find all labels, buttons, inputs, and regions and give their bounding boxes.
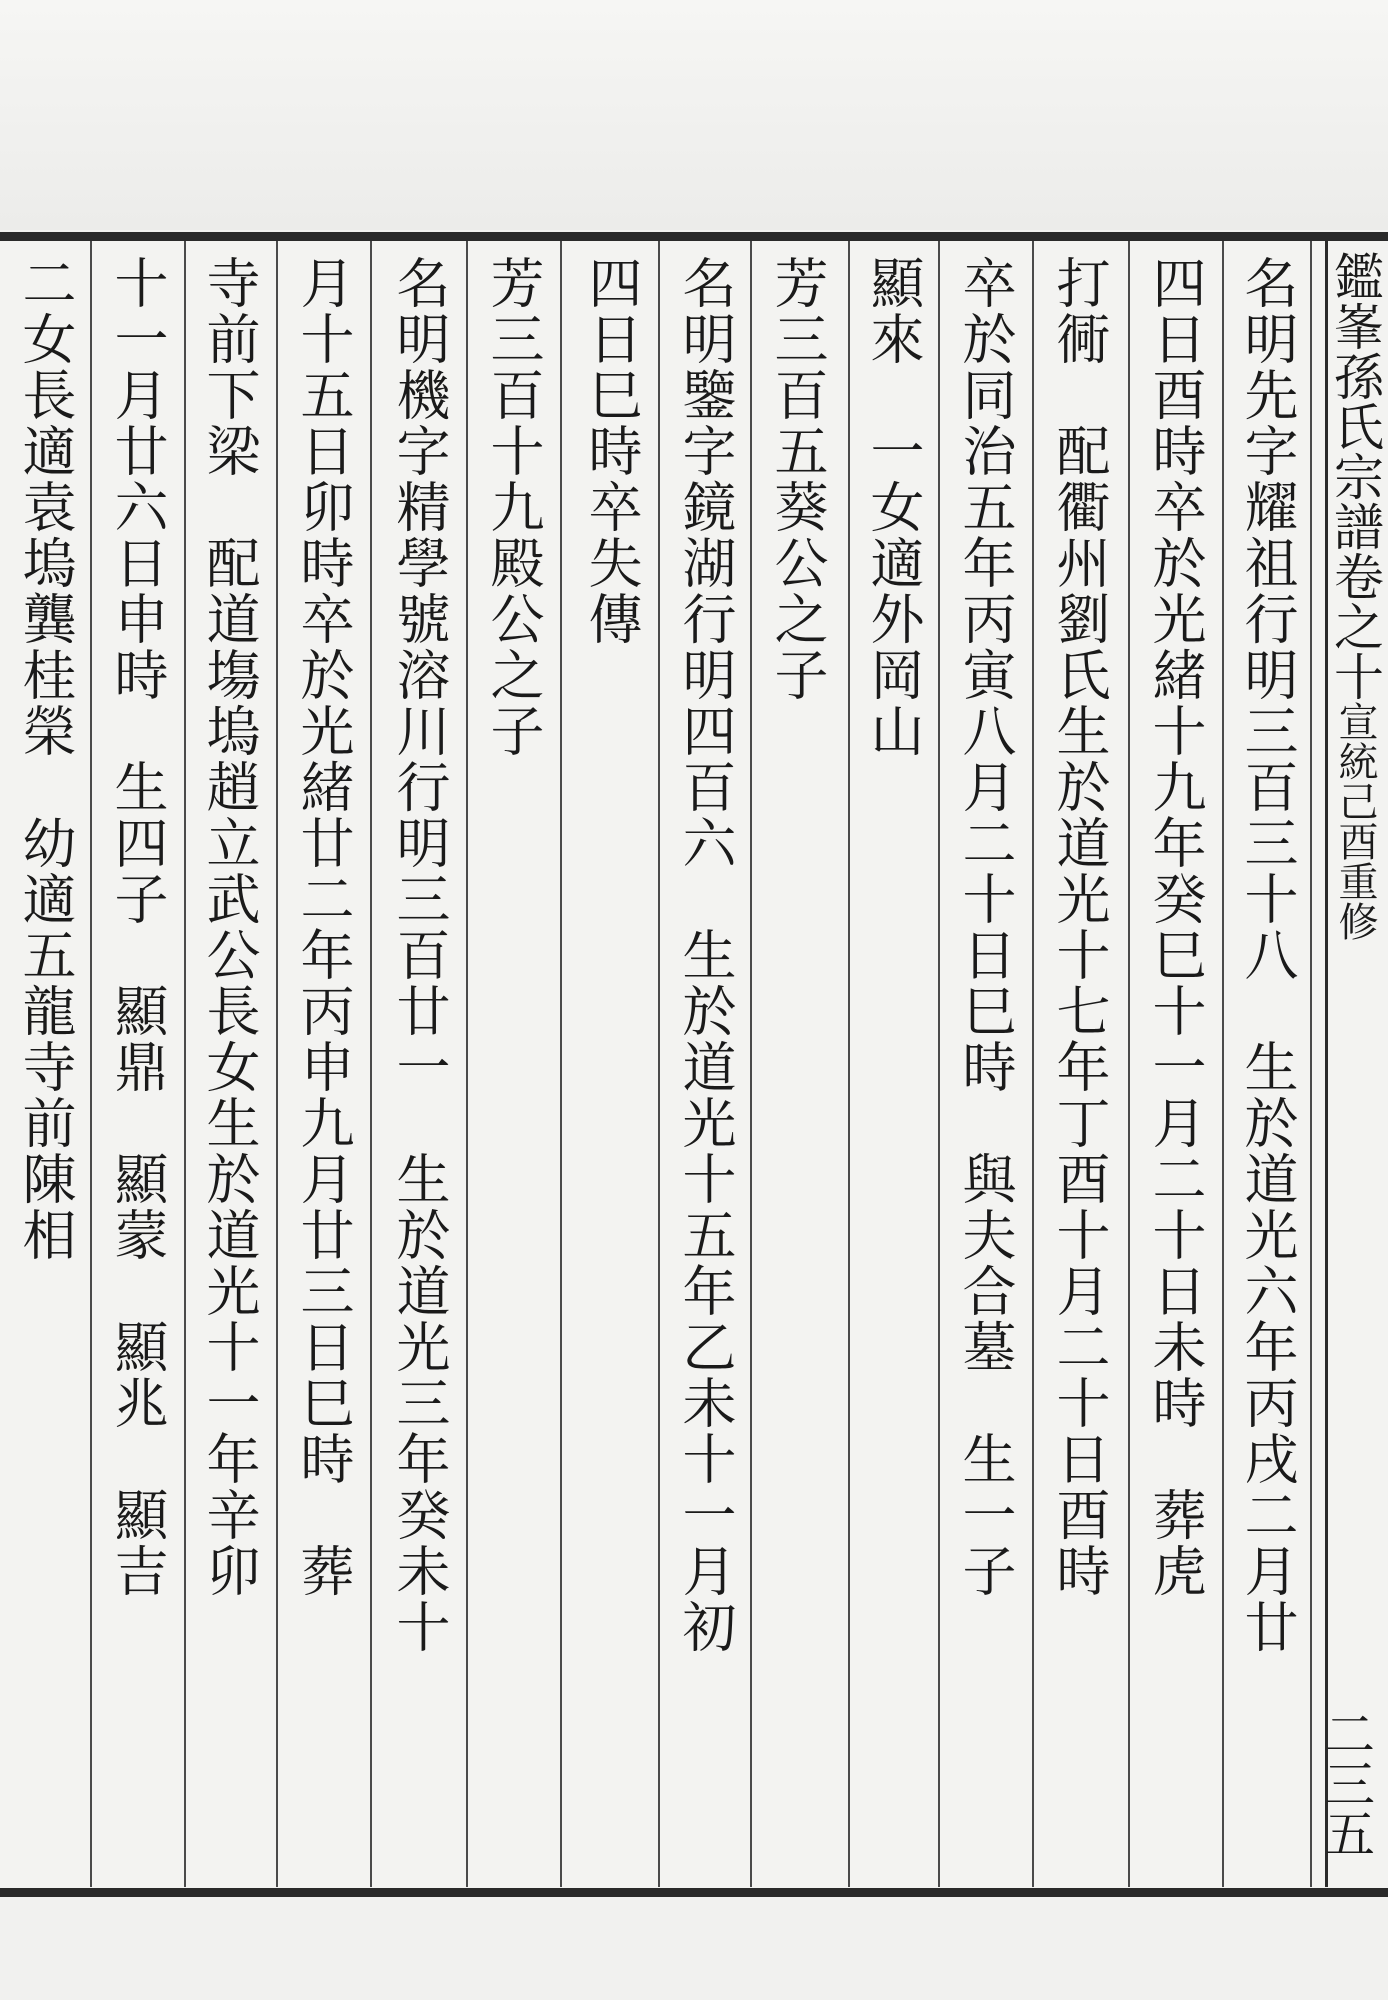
column-rule [370, 241, 372, 1887]
column-rule [848, 241, 850, 1887]
text-column-13: 十一月廿六日申時 生四子 顯鼎 顯蒙 顯兆 顯吉 [106, 255, 169, 1599]
column-rule [938, 241, 940, 1887]
book-title: 鑑峯孫氏宗譜 [1326, 251, 1384, 551]
margin-header [1326, 251, 1384, 1891]
column-rule [1128, 241, 1130, 1887]
column-rule [750, 241, 752, 1887]
text-column-5: 顯來 一女適外岡山 [862, 255, 925, 759]
column-rule [1222, 241, 1224, 1887]
edition-label: 宣統己酉重修 [1332, 701, 1378, 941]
text-column-12: 寺前下梁 配道塲塢趙立武公長女生於道光十一年辛卯 [198, 255, 261, 1599]
text-column-3: 打衕 配衢州劉氏生於道光十七年丁酉十月二十日酉時 [1048, 255, 1111, 1599]
text-column-1: 名明先字耀祖行明三百三十八 生於道光六年丙戌二月廿 [1236, 255, 1299, 1655]
column-rule [184, 241, 186, 1887]
text-column-10: 名明機字精學號溶川行明三百廿一 生於道光三年癸未十 [388, 255, 451, 1655]
text-column-6: 芳三百五葵公之子 [766, 255, 829, 703]
text-column-11: 月十五日卯時卒於光緒廿二年丙申九月廿三日巳時 葬 [292, 255, 355, 1599]
text-column-9: 芳三百十九殿公之子 [482, 255, 545, 759]
text-frame [0, 232, 1388, 1897]
column-rule [1310, 241, 1312, 1887]
top-margin [0, 0, 1388, 230]
column-rule [1032, 241, 1034, 1887]
text-column-8: 四日巳時卒失傳 [580, 255, 643, 647]
column-rule [560, 241, 562, 1887]
text-column-2: 四日酉時卒於光緒十九年癸巳十一月二十日未時 葬虎 [1144, 255, 1207, 1599]
text-column-14: 二女長適袁塢龔桂榮 幼適五龍寺前陳相 [14, 255, 77, 1263]
column-rule [276, 241, 278, 1887]
column-rule [466, 241, 468, 1887]
column-rule [658, 241, 660, 1887]
volume-label: 卷之十 [1326, 551, 1384, 701]
text-column-7: 名明鑒字鏡湖行明四百六 生於道光十五年乙未十一月初 [674, 255, 737, 1655]
folio-number: 二三五 [1317, 1708, 1375, 1858]
text-column-4: 卒於同治五年丙寅八月二十日巳時 與夫合墓 生一子 [954, 255, 1017, 1599]
column-rule [90, 241, 92, 1887]
